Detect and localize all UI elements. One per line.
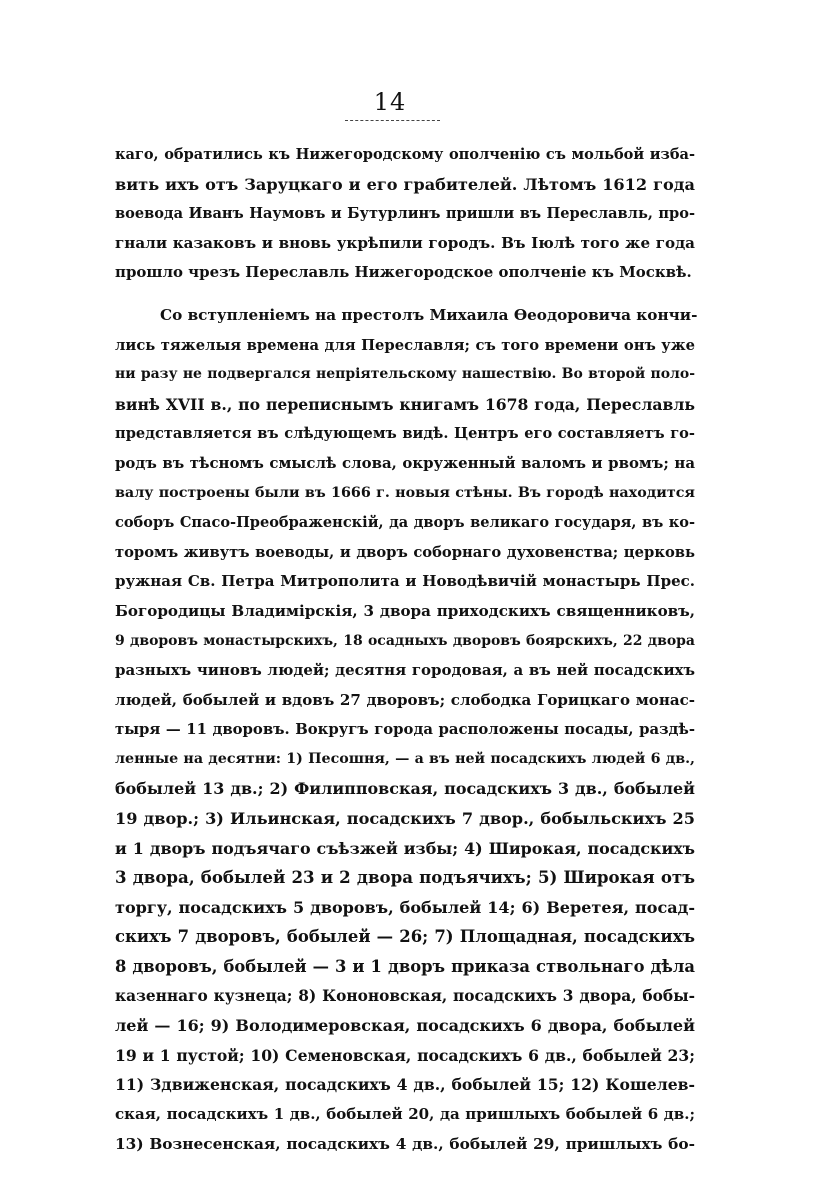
text-line: лись тяжелыя времена для Переславля; съ того времени онъ уже [115, 336, 695, 354]
text-line: 3 двора, бобылей 23 и 2 двора подъячихъ; 5) Широкая отъ [115, 867, 695, 888]
paragraph-2 [115, 301, 698, 1159]
text-line: Со вступленіемъ на престолъ Михаила Ѳеодоровича кончи- [160, 305, 698, 324]
text-line: ленные на десятни: 1) Песошня, — а въ ней посадскихъ людей 6 дв., [115, 750, 695, 767]
body-text [115, 140, 698, 1159]
text-line: ружная Св. Петра Митрополита и Новодѣвичій монастырь Прес. [115, 572, 695, 591]
text-line: торгу, посадскихъ 5 дворовъ, бобылей 14; 6) Веретея, посад- [115, 897, 695, 917]
text-line: бобылей 13 дв.; 2) Филипповская, посадскихъ 3 дв., бобылей [115, 779, 695, 799]
header-rule [345, 120, 440, 121]
text-line: представляется въ слѣдующемъ видѣ. Центръ его составляетъ го- [115, 425, 695, 443]
text-line: родъ въ тѣсномъ смыслѣ слова, окруженный валомъ и рвомъ; на [115, 453, 695, 472]
text-line: торомъ живутъ воеводы, и дворъ соборнаго духовенства; церковь [115, 543, 695, 561]
text-line: Богородицы Владимірскія, 3 двора приходскихъ священниковъ, [115, 601, 695, 620]
text-line: гнали казаковъ и вновь укрѣпили городъ. Въ Іюлѣ того же года [115, 233, 695, 252]
text-line: 9 дворовъ монастырскихъ, 18 осадныхъ дворовъ боярскихъ, 22 двора [115, 632, 695, 649]
text-line: 13) Вознесенская, посадскихъ 4 дв., бобылей 29, пришлыхъ бо- [115, 1134, 695, 1153]
text-line: валу построены были въ 1666 г. новыя стѣны. Въ городѣ находится [115, 484, 695, 501]
text-line: разныхъ чиновъ людей; десятня городовая, а въ ней посадскихъ [115, 661, 695, 680]
text-line: 19 и 1 пустой; 10) Семеновская, посадскихъ 6 дв., бобылей 23; [115, 1045, 695, 1065]
text-line: 19 двор.; 3) Ильинская, посадскихъ 7 двор., бобыльскихъ 25 [115, 809, 695, 829]
text-line: скихъ 7 дворовъ, бобылей — 26; 7) Площадная, посадскихъ [115, 927, 695, 947]
text-line: вить ихъ отъ Заруцкаго и его грабителей. Лѣтомъ 1612 года [115, 174, 695, 194]
text-line: тыря — 11 дворовъ. Вокругъ города расположены посады, раздѣ- [115, 721, 695, 739]
text-line: ская, посадскихъ 1 дв., бобылей 20, да пришлыхъ бобылей 6 дв.; [115, 1105, 695, 1123]
text-line: 11) Здвиженская, посадскихъ 4 дв., бобылей 15; 12) Кошелев- [115, 1075, 695, 1095]
text-line: 8 дворовъ, бобылей — 3 и 1 дворъ приказа ствольнаго дѣла [115, 957, 695, 977]
text-line: прошло чрезъ Переславль Нижегородское ополченіе къ Москвѣ. [115, 263, 692, 282]
page-number: 14 [373, 88, 407, 116]
text-line: лей — 16; 9) Володимеровская, посадскихъ 6 двора, бобылей [115, 1016, 695, 1036]
text-line: винѣ XVII в., по переписнымъ книгамъ 1678 года, Переславль [115, 394, 695, 414]
text-line: воевода Иванъ Наумовъ и Бутурлинъ пришли въ Переславль, про- [115, 205, 695, 223]
text-line: каго, обратились къ Нижегородскому ополченію съ мольбой изба- [115, 146, 695, 163]
text-line: людей, бобылей и вдовъ 27 дворовъ; слободка Горицкаго монас- [115, 690, 695, 709]
text-line: ни разу не подвергался непріятельскому нашествію. Во второй поло- [115, 366, 695, 383]
text-line: и 1 дворъ подъячаго съѣзжей избы; 4) Широкая, посадскихъ [115, 838, 695, 858]
text-line: казеннаго кузнеца; 8) Кононовская, посадскихъ 3 двора, бобы- [115, 986, 695, 1005]
text-line: соборъ Спасо-Преображенскій, да дворъ великаго государя, въ ко- [115, 514, 695, 532]
paragraph-1 [115, 140, 695, 288]
